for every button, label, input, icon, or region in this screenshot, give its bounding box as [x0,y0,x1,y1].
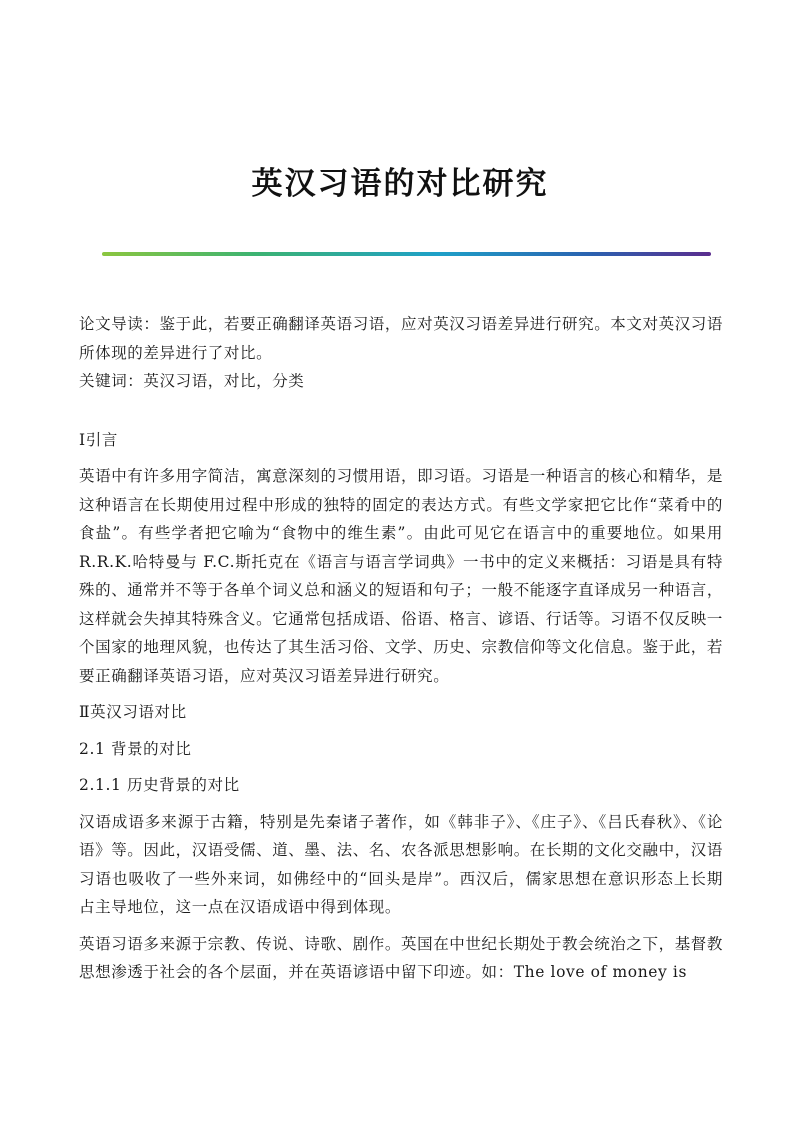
subsection-heading-background: 2.1 背景的对比 [79,739,192,758]
keywords-line: 关键词：英汉习语，对比，分类 [79,372,305,390]
page-title: 英汉习语的对比研究 [251,166,549,202]
chinese-idioms-paragraph: 汉语成语多来源于古籍，特别是先秦诸子著作，如《韩非子》、《庄子》、《吕氏春秋》、《论语》等。因此，汉语受儒、道、墨、法、名、农各派思想影响。在长期的文化交融中，汉语习语也吸收了一些外来词，如佛经中的“回头是岸”。西汉后，儒家思想在意识形态上长期占主导地位，这一点在汉语成语中得到体现。 [79,812,724,916]
title-divider [102,252,711,256]
subsection-heading-historical-background: 2.1.1 历史背景的对比 [79,776,240,794]
document-body [79,310,723,987]
section-heading-introduction: Ⅰ引言 [79,430,118,449]
abstract-paragraph: 论文导读：鉴于此，若要正确翻译英语习语，应对英汉习语差异进行研究。本文对英汉习语所体现的差异进行了对比。 [79,315,724,362]
introduction-paragraph: 英语中有许多用字简洁，寓意深刻的习惯用语，即习语。习语是一种语言的核心和精华，是这种语言在长期使用过程中形成的独特的固定的表达方式。有些文学家把它比作“菜肴中的食盐”。有些学者把它喻为“食物中的维生素”。由此可见它在语言中的重要地位。如果用R.R.K.哈特曼与 F.C.斯托克在《语言与语言学词典》一书中的定义来概括：习语是具有特殊的、通常并不等于各单个词义总和涵义的短语和句子；一般不能逐字直译成另一种语言，这样就会失掉其特殊含义。它通常包括成语、俗语、格言、谚语、行话等。习语不仅反映一个国家的地理风貌，也传达了其生活习俗、文学、历史、宗教信仰等文化信息。鉴于此，若要正确翻译英语习语，应对英汉习语差异进行研究。 [79,467,724,685]
section-heading-comparison: Ⅱ英汉习语对比 [79,703,187,721]
english-idioms-paragraph: 英语习语多来源于宗教、传说、诗歌、剧作。英国在中世纪长期处于教会统治之下，基督教思想渗透于社会的各个层面，并在英语谚语中留下印迹。如：The love of money is [79,934,724,981]
